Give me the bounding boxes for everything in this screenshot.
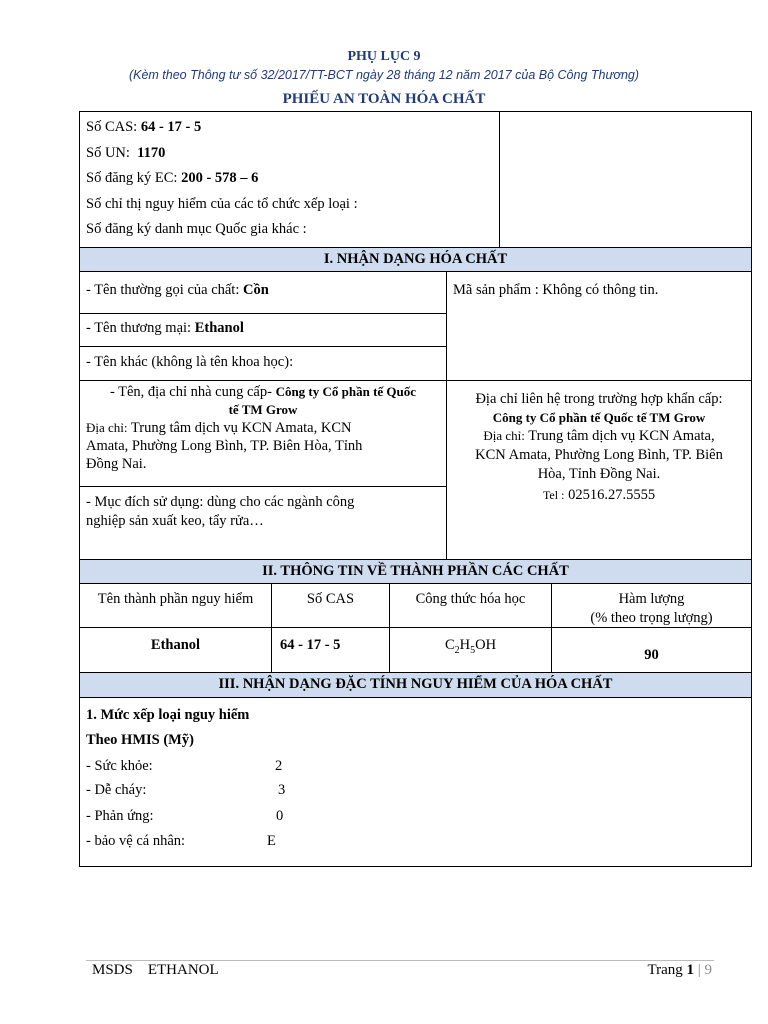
ec-label: Số đăng ký EC:: [86, 170, 178, 186]
section-1-divider: [446, 272, 447, 559]
hmis-reactivity-label: - Phản ứng:: [86, 808, 154, 824]
emergency-address-1: Trung tâm dịch vụ KCN Amata,: [528, 428, 715, 444]
emergency-label: Địa chỉ liên hệ trong trường hợp khẩn cấp:: [475, 391, 723, 407]
appendix-subtitle: (Kèm theo Thông tư số 32/2017/TT-BCT ngày 28 tháng 12 năm 2017 của Bộ Công Thương): [128, 68, 640, 82]
emergency-block: [450, 390, 748, 505]
col-header-content-unit: (% theo trọng lượng): [590, 610, 713, 626]
formula-c: C: [444, 637, 455, 653]
document-title: PHIẾU AN TOÀN HÓA CHẤT: [282, 91, 486, 107]
col-header-content: [552, 590, 751, 628]
section-2-header: II. THÔNG TIN VỀ THÀNH PHẦN CÁC CHẤT: [79, 559, 752, 584]
supplier-address-3: Đồng Nai.: [86, 456, 147, 472]
emergency-tel: [450, 486, 748, 505]
emergency-address-3: Hòa, Tỉnh Đồng Nai.: [537, 466, 661, 482]
usage-purpose-1: - Mục đích sử dụng: dùng cho các ngành công: [86, 494, 355, 510]
formula-oh: OH: [475, 637, 497, 653]
component-cas: 64 - 17 - 5: [280, 637, 341, 653]
trade-name: [86, 319, 244, 338]
emergency-address-2: KCN Amata, Phường Long Bình, TP. Biên: [475, 447, 723, 463]
common-name: [86, 281, 269, 300]
appendix-title: PHỤ LỤC 9: [347, 49, 421, 64]
row-line: [79, 346, 446, 347]
common-name-label: - Tên thường gọi của chất:: [86, 282, 240, 298]
un-label: Số UN:: [86, 145, 130, 161]
usage-purpose-2: nghiệp sản xuất keo, tẩy rửa…: [86, 513, 264, 529]
hazard-line: Số chỉ thị nguy hiểm của các tổ chức xếp loại :: [86, 196, 358, 212]
un-value: 1170: [137, 145, 166, 161]
tel-label: Tel :: [542, 488, 565, 502]
hmis-title: Theo HMIS (Mỹ): [86, 732, 194, 748]
col-header-content-label: Hàm lượng: [618, 591, 685, 607]
footer-page-sep: |: [697, 962, 701, 978]
ec-value: 200 - 578 – 6: [181, 170, 259, 186]
other-name: - Tên khác (không là tên khoa học):: [86, 354, 294, 370]
supplier-company-cont: tế TM Grow: [228, 402, 298, 417]
section-1-header: I. NHẬN DẠNG HÓA CHẤT: [79, 247, 752, 272]
hmis-ppe-value: E: [267, 833, 276, 849]
component-formula: [390, 636, 551, 660]
hmis-ppe-label: - bảo vệ cá nhân:: [86, 833, 186, 849]
hmis-health-value: 2: [275, 758, 283, 774]
emergency-address-label: Địa chỉ:: [483, 428, 525, 443]
supplier-block: [84, 383, 442, 473]
col-header-component: Tên thành phần nguy hiểm: [97, 591, 254, 607]
formula-sub-2: 2: [454, 644, 460, 656]
supplier-company: Công ty Cổ phần tế Quốc: [275, 384, 417, 399]
un-line: [86, 144, 165, 163]
tel-value: 02516.27.5555: [568, 487, 656, 503]
ec-line: [86, 169, 258, 188]
trade-name-label: - Tên thương mại:: [86, 320, 192, 336]
hazard-classification-title: 1. Mức xếp loại nguy hiểm: [86, 707, 250, 723]
cas-label: Số CAS:: [86, 119, 138, 135]
hmis-reactivity-value: 0: [276, 808, 284, 824]
supplier-address: [86, 419, 442, 473]
col-header-cas: Số CAS: [306, 591, 355, 607]
footer-product: ETHANOL: [147, 962, 219, 978]
supplier-address-2: Amata, Phường Long Bình, TP. Biên Hòa, Tỉnh: [86, 438, 363, 454]
common-name-value: Cồn: [243, 282, 269, 298]
hmis-health-label: - Sức khỏe:: [86, 758, 153, 774]
emergency-address: [450, 426, 748, 484]
emergency-company: Công ty Cổ phần tế Quốc tế TM Grow: [492, 410, 706, 425]
trade-name-value: Ethanol: [194, 320, 244, 336]
footer-msds: MSDS: [92, 962, 133, 978]
component-content: 90: [644, 647, 659, 663]
footer-page-number: [647, 962, 712, 979]
footer-doc-name: [92, 962, 219, 979]
supplier-address-1: Trung tâm dịch vụ KCN Amata, KCN: [130, 420, 352, 436]
row-line: [79, 486, 446, 487]
row-line: [79, 380, 752, 381]
ids-divider: [499, 111, 500, 247]
formula-sub-5: 5: [470, 644, 476, 656]
supplier-label: - Tên, địa chỉ nhà cung cấp-: [109, 384, 272, 400]
hmis-flammability-label: - Dễ cháy:: [86, 782, 147, 798]
section-3-header: III. NHẬN DẠNG ĐẶC TÍNH NGUY HIỂM CỦA HÓA CHẤT: [79, 672, 752, 698]
supplier-heading: [84, 383, 442, 419]
product-code: Mã sản phẩm : Không có thông tin.: [453, 282, 659, 298]
usage-purpose: [86, 493, 354, 531]
cas-value: 64 - 17 - 5: [140, 119, 202, 135]
component-name: Ethanol: [150, 637, 201, 653]
cas-line: [86, 118, 201, 137]
row-line: [79, 313, 446, 314]
formula-h: H: [459, 637, 471, 653]
hmis-flammability-value: 3: [278, 782, 286, 798]
footer-page-total: 9: [704, 962, 712, 978]
footer-divider: [86, 960, 714, 961]
footer-page-label: Trang: [647, 962, 683, 978]
national-line: Số đăng ký danh mục Quốc gia khác :: [86, 221, 307, 237]
col-header-formula: Công thức hóa học: [415, 591, 526, 607]
supplier-address-label: Địa chỉ:: [86, 420, 128, 435]
footer-page-current: 1: [686, 962, 694, 978]
